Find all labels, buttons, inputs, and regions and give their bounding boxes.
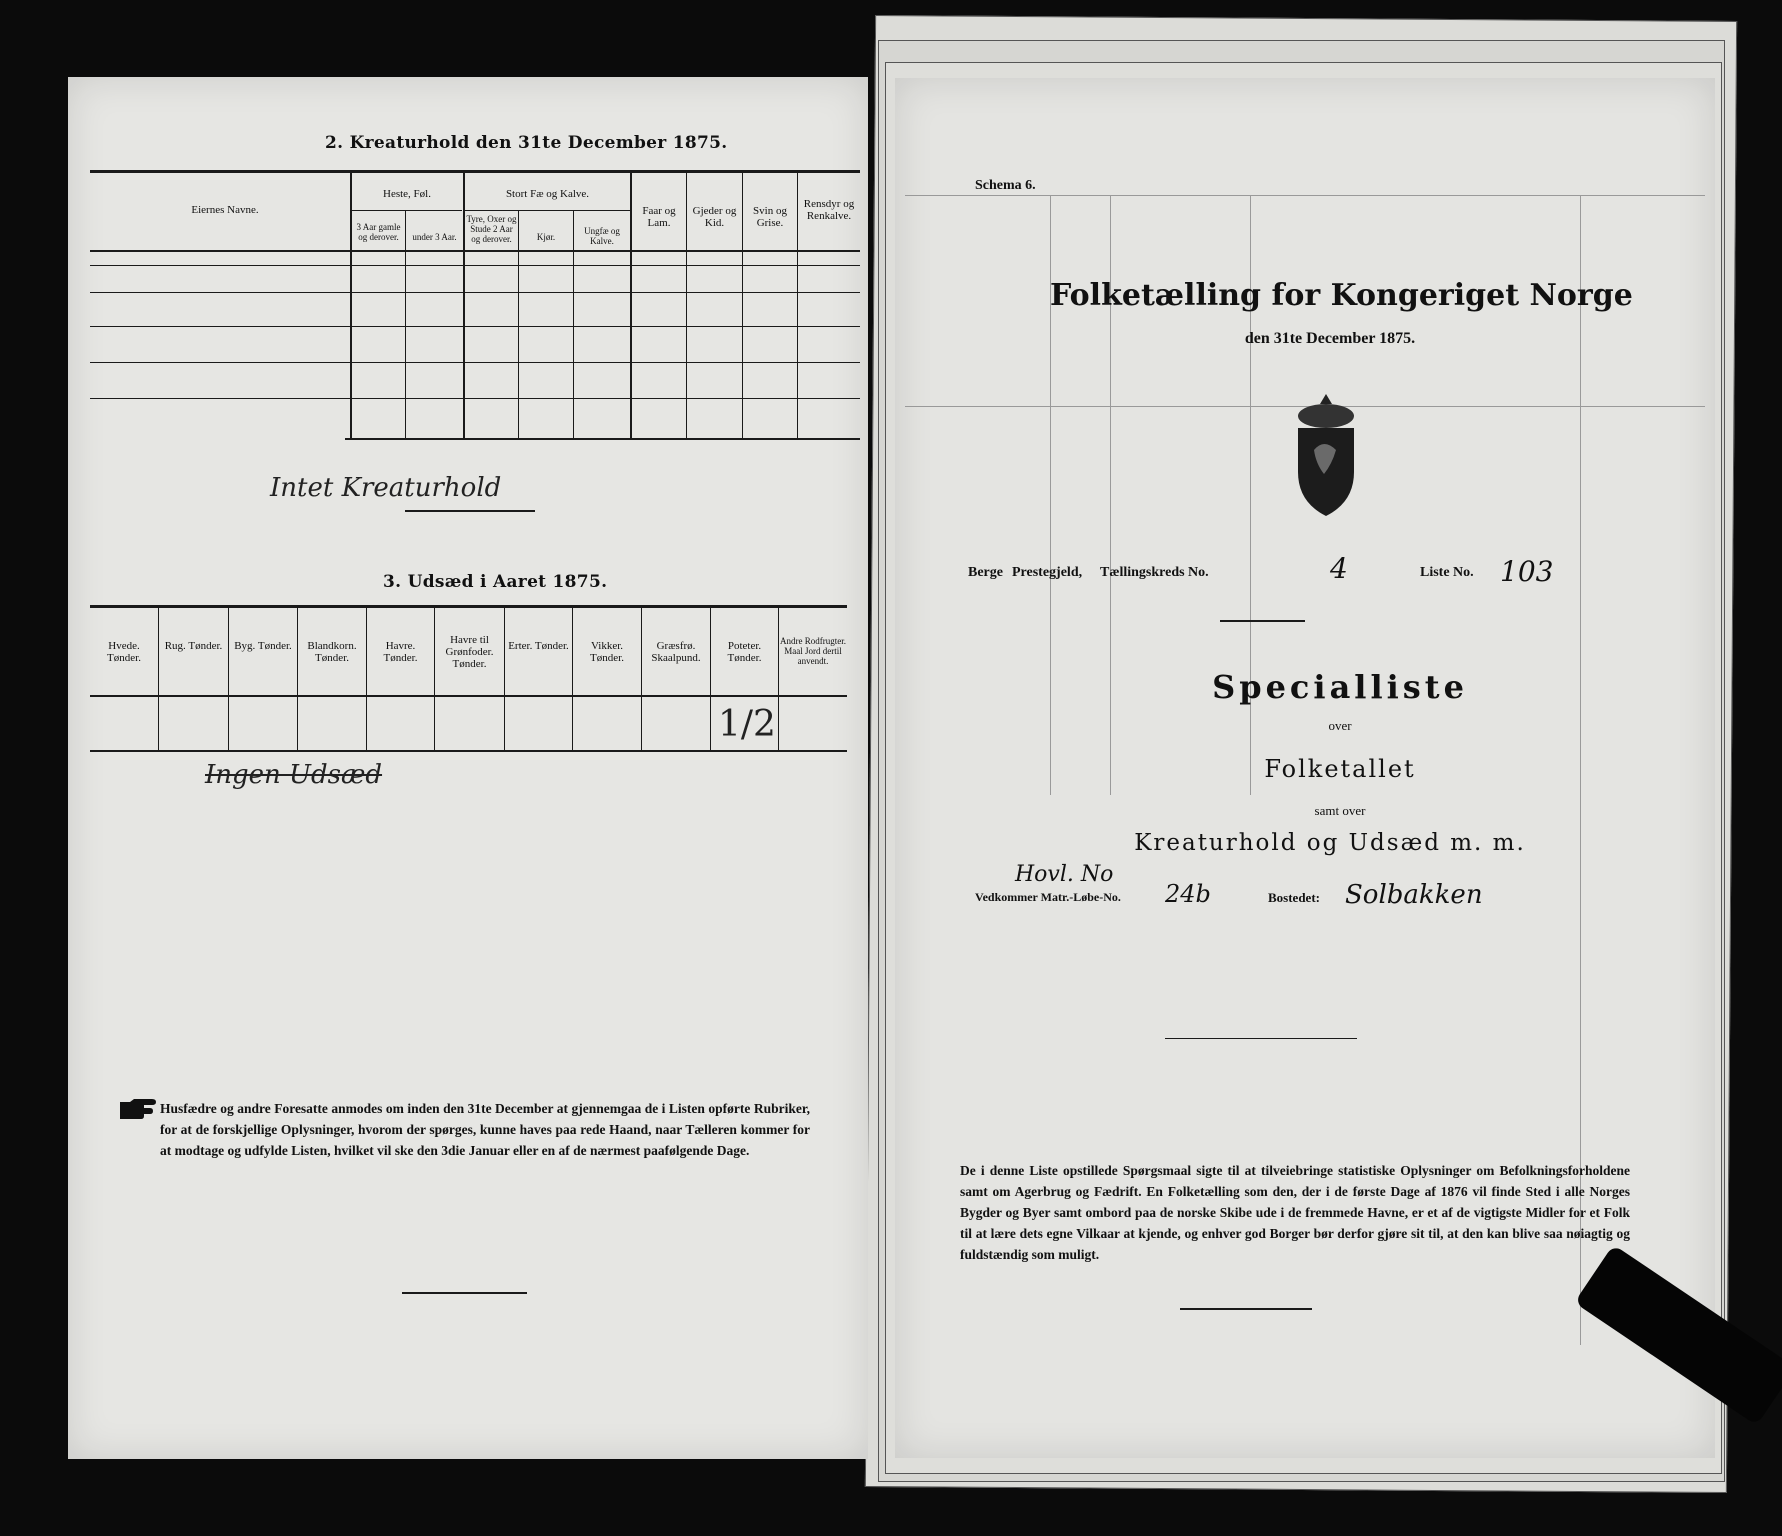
- left-bottom-divider: [402, 1292, 527, 1294]
- livestock-row-rule: [90, 292, 860, 293]
- col-sheep: Faar og Lam.: [642, 205, 676, 229]
- livestock-col-divider: [350, 170, 352, 440]
- col-horses: Heste, Føl.: [383, 188, 431, 200]
- pointing-hand-icon: [118, 1098, 158, 1120]
- intro-paragraph: De i denne Liste opstillede Spørgsmaal sigte til at tilveiebringe statistiske Oplysninger om Befolkningsforholdene samt om Agerbrug og Fædrift. En Folketælling som den, der i de første Dage af 1876 vil finde Sted i alle Norges Bygder og Byer samt ombord paa de norske Skibe ude i de fremmede Havne, er et af de vigtigste Midler for et Folk til at lære dets egne Vilkaar at kjende, og enhver god Borger bør derfor gjøre sit til, at den kan blive saa nøiagtig og fuldstændig som muligt.: [960, 1163, 1630, 1262]
- seed-col-divider: [366, 605, 367, 752]
- householder-notice: Husfædre og andre Foresatte anmodes om inden den 31te December at gjennemgaa de i Listen opførte Rubriker, for at de forskjellige Oplysninger, hvorom der spørges, kunne haves paa rede Haand, naar Tælleren kommer for at modtage og udfylde Listen, hvilket vil ske den 3die Januar eller en af de nærmest paafølgende Dage.: [160, 1101, 810, 1158]
- bosted-value: Solbakken: [1345, 880, 1483, 910]
- list-label: Liste No.: [1420, 565, 1474, 580]
- col-horses-under3: under 3 Aar.: [412, 232, 457, 242]
- over-label: over: [1328, 718, 1352, 733]
- seed-col-divider: [504, 605, 505, 752]
- specialliste-heading: Specialliste: [1212, 668, 1468, 706]
- seed-col-divider: [710, 605, 711, 752]
- col-cattle-bulls: Tyre, Oxer og Stude 2 Aar og derover.: [466, 214, 517, 244]
- list-value: 103: [1500, 555, 1554, 588]
- matr-value: 24b: [1165, 880, 1211, 908]
- seed-top-rule: [90, 605, 847, 608]
- col-cattle-young: Ungfæ og Kalve.: [584, 226, 620, 246]
- horses-sub-rule: [352, 210, 462, 211]
- folketallet-heading: Folketallet: [1264, 755, 1416, 783]
- seed-col-divider: [228, 605, 229, 752]
- col-reindeer: Rensdyr og Renkalve.: [803, 198, 855, 222]
- col-potatoes: Poteter. Tønder.: [727, 640, 762, 664]
- seed-col-divider: [434, 605, 435, 752]
- district-label: Tællingskreds No.: [1100, 565, 1209, 580]
- col-owner-names: Eiernes Navne.: [191, 204, 259, 216]
- census-title: Folketælling for Kongeriget Norge: [1050, 278, 1633, 313]
- seed-header-rule: [90, 695, 847, 697]
- seed-col-divider: [572, 605, 573, 752]
- col-pigs: Svin og Grise.: [753, 205, 787, 229]
- livestock-header-rule: [90, 250, 860, 252]
- matr-label: Vedkommer Matr.-Løbe-No.: [975, 890, 1121, 904]
- left-page: [68, 77, 868, 1459]
- district-value: 4: [1330, 552, 1348, 585]
- mid-divider: [1165, 1038, 1357, 1039]
- col-wheat: Hvede. Tønder.: [107, 640, 141, 664]
- col-vetch: Vikker. Tønder.: [590, 640, 624, 664]
- livestock-handwritten-note: Intet Kreaturhold: [270, 473, 502, 503]
- seed-col-divider: [158, 605, 159, 752]
- livestock-row-rule: [90, 265, 860, 266]
- seed-handwritten-note: Ingen Udsæd: [205, 760, 383, 790]
- seed-col-divider: [778, 605, 779, 752]
- livestock-row-rule: [90, 398, 860, 399]
- livestock-row-rule: [90, 326, 860, 327]
- livestock-bottom-rule: [345, 438, 860, 440]
- section3-title: 3. Udsæd i Aaret 1875.: [383, 572, 608, 592]
- matr-hand-prefix: Hovl. No: [1015, 862, 1114, 887]
- livestock-col-divider: [463, 170, 465, 440]
- section2-title: 2. Kreaturhold den 31te December 1875.: [325, 133, 728, 153]
- bosted-label: Bostedet:: [1268, 890, 1320, 905]
- parish-label: Prestegjeld,: [1012, 565, 1083, 580]
- short-divider: [1220, 620, 1305, 622]
- seed-col-divider: [641, 605, 642, 752]
- seed-col-divider: [297, 605, 298, 752]
- schema-label: Schema 6.: [975, 178, 1036, 193]
- bottom-divider: [1180, 1308, 1312, 1310]
- col-cattle: Stort Fæ og Kalve.: [505, 188, 590, 200]
- coat-of-arms-icon: [1276, 390, 1376, 520]
- col-oats-fodder: Havre til Grønfoder. Tønder.: [445, 634, 494, 670]
- kreaturhold-heading: Kreaturhold og Udsæd m. m.: [1134, 830, 1526, 856]
- short-divider: [405, 510, 535, 512]
- col-goats: Gjeder og Kid.: [692, 205, 737, 229]
- parish-value: Berge: [968, 565, 1003, 580]
- col-cattle-cows: Kjør.: [536, 232, 556, 242]
- col-mixed-grain: Blandkorn. Tønder.: [307, 640, 357, 664]
- livestock-row-rule: [90, 362, 860, 363]
- livestock-col-divider: [518, 210, 519, 440]
- potato-value: 1/2: [718, 704, 776, 745]
- col-rye: Rug. Tønder.: [164, 640, 223, 652]
- col-grass-seed: Græsfrø. Skaalpund.: [651, 640, 701, 664]
- seed-bottom-rule: [90, 750, 847, 752]
- cattle-sub-rule: [465, 210, 630, 211]
- col-other-roots: Andre Rodfrugter. Maal Jord dertil anvendt.: [780, 636, 846, 666]
- livestock-top-rule: [90, 170, 860, 173]
- samt-over-label: samt over: [1314, 803, 1366, 818]
- livestock-col-divider: [405, 210, 406, 440]
- col-barley: Byg. Tønder.: [234, 640, 292, 652]
- col-peas: Erter. Tønder.: [508, 640, 569, 652]
- census-date: den 31te December 1875.: [1244, 330, 1416, 347]
- col-horses-3yrs: 3 Aar gamle og derover.: [356, 222, 401, 242]
- col-oats: Havre. Tønder.: [383, 640, 418, 664]
